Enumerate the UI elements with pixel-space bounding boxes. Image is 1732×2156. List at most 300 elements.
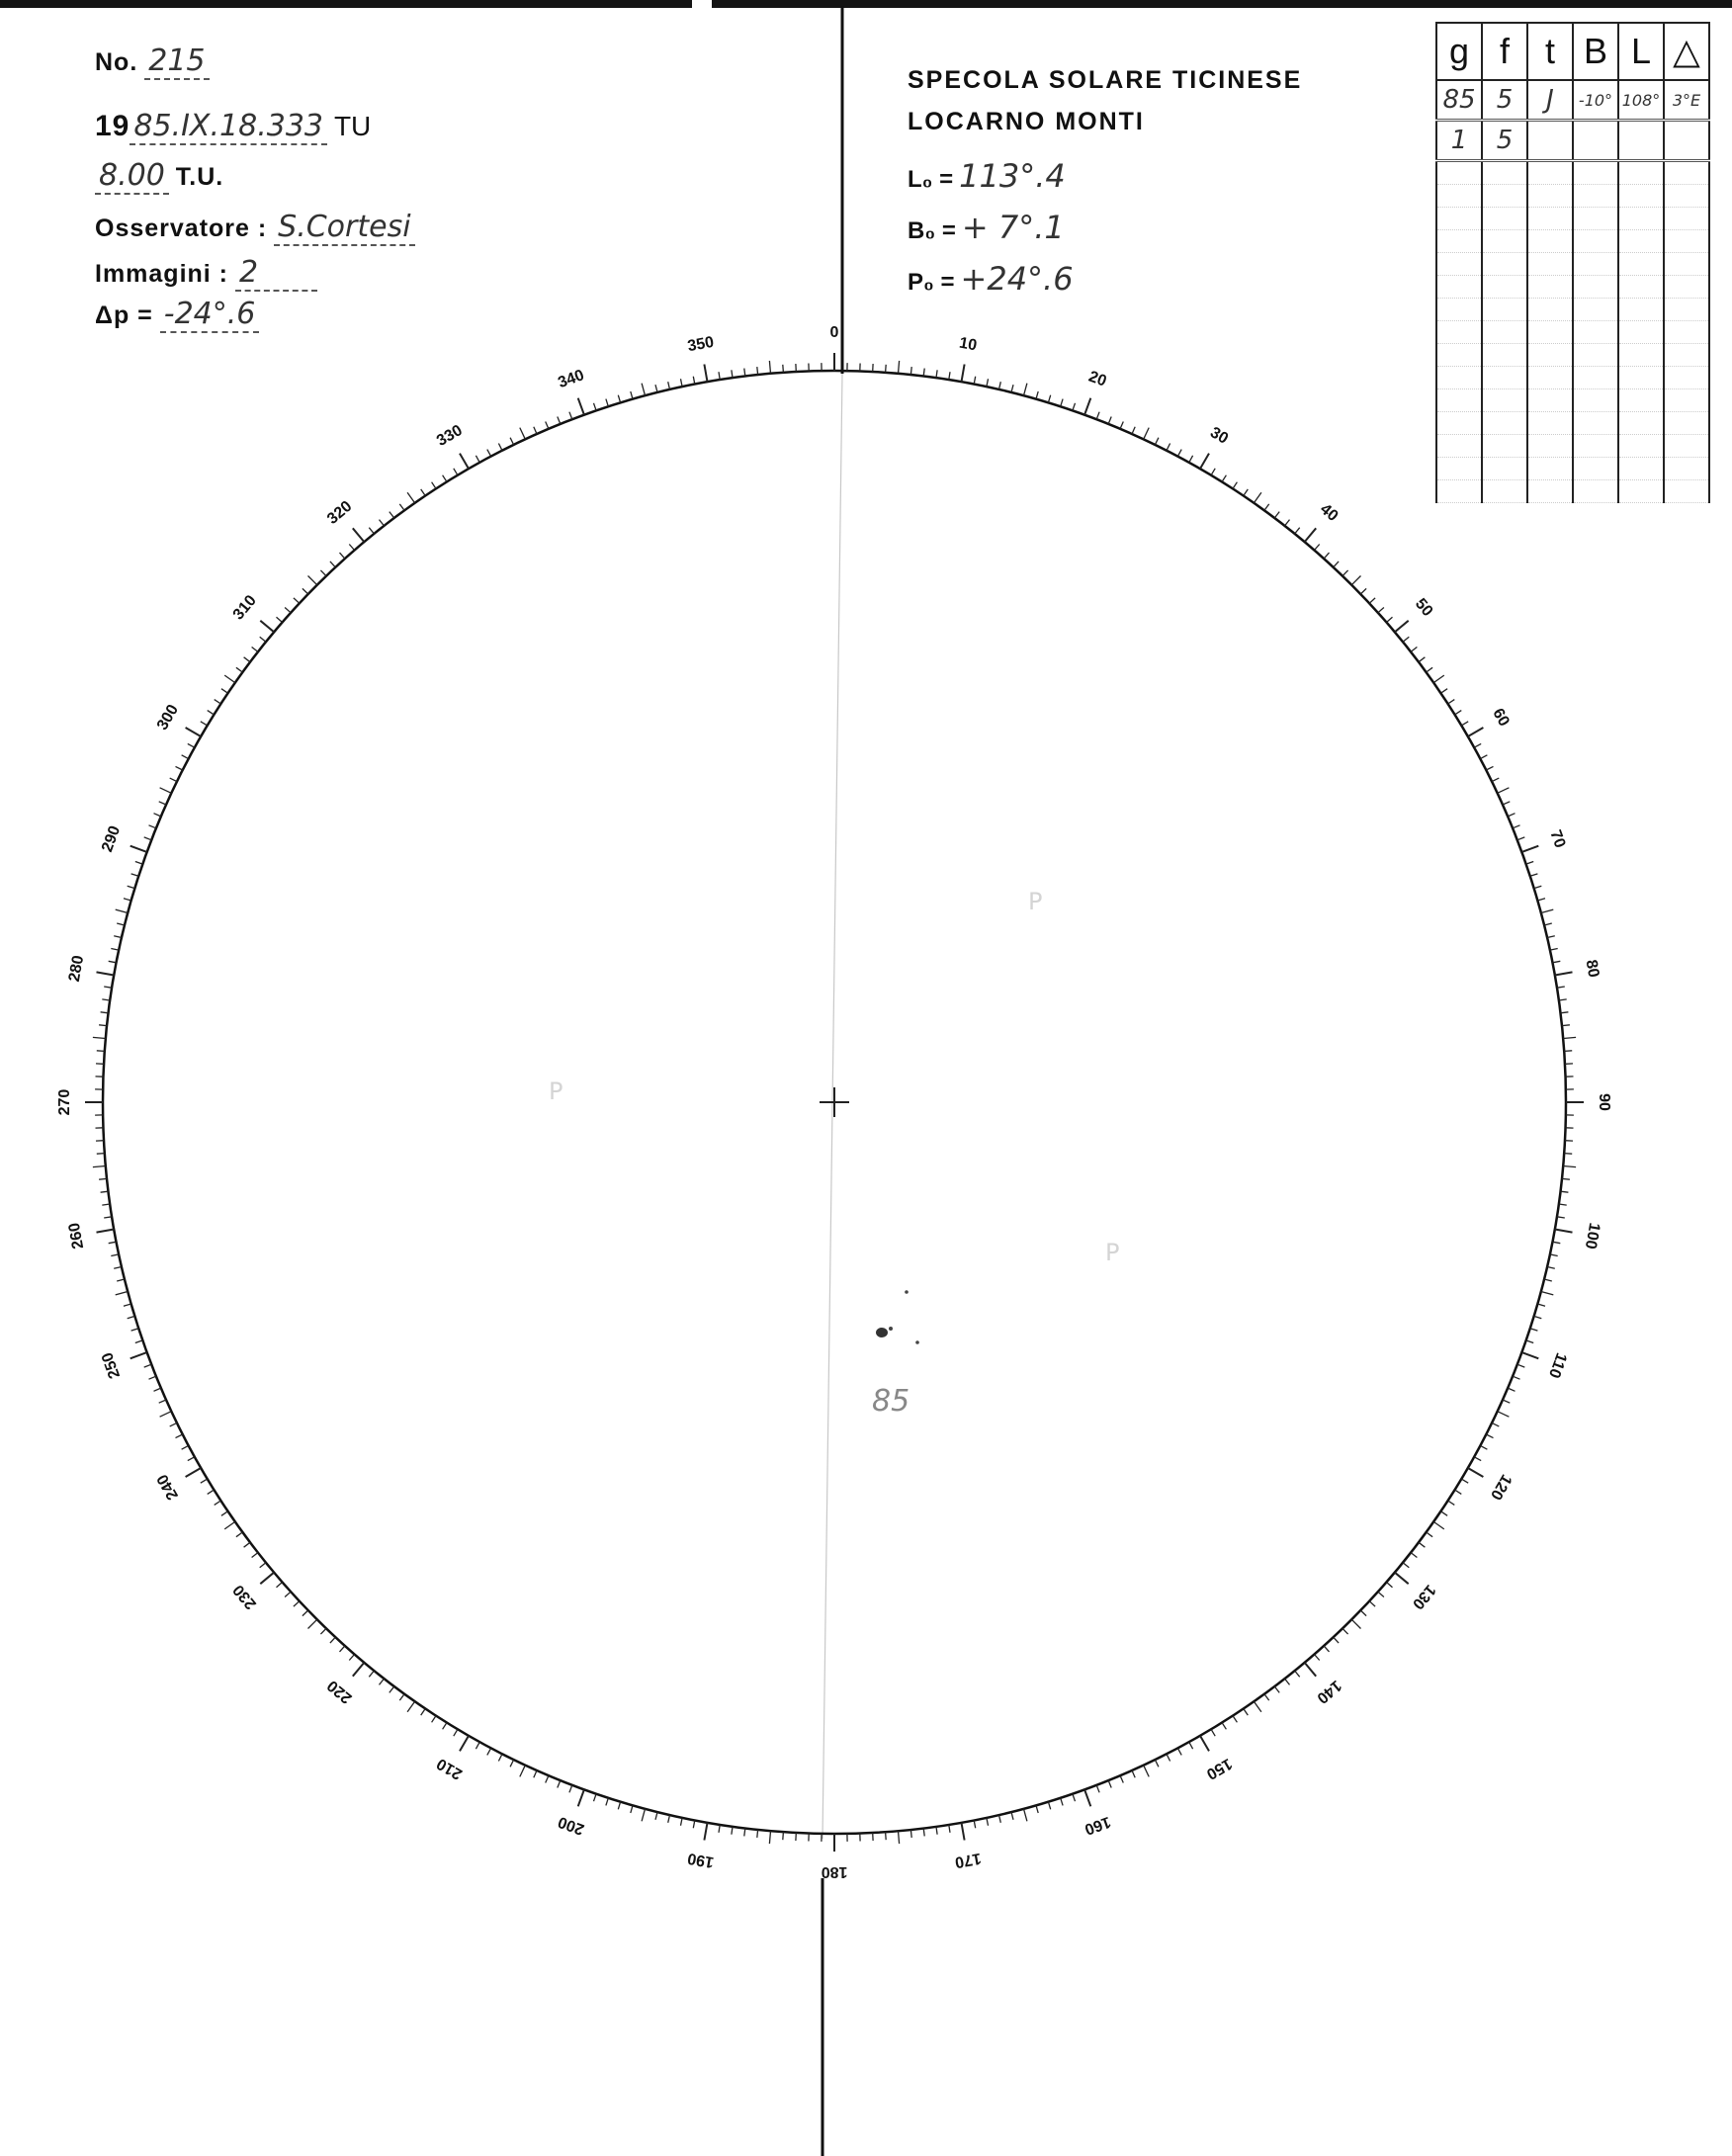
degree-tick bbox=[224, 675, 235, 683]
degree-tick bbox=[1378, 608, 1384, 613]
degree-tick bbox=[236, 1532, 242, 1537]
faint-mark: P bbox=[1028, 888, 1043, 915]
degree-label: 60 bbox=[1489, 705, 1513, 730]
degree-label: 70 bbox=[1546, 827, 1569, 851]
degree-tick bbox=[421, 1709, 426, 1716]
degree-tick bbox=[1474, 743, 1481, 747]
group-label-85: 85 bbox=[872, 1384, 910, 1419]
disk-center-cross bbox=[820, 1087, 849, 1117]
degree-tick bbox=[693, 377, 695, 385]
degree-label: 0 bbox=[829, 324, 839, 342]
degree-tick bbox=[1441, 1511, 1448, 1516]
degree-tick bbox=[1073, 1794, 1076, 1802]
degree-tick bbox=[1517, 837, 1525, 840]
degree-label: 200 bbox=[556, 1812, 587, 1838]
degree-tick bbox=[320, 1628, 326, 1634]
degree-tick bbox=[1552, 961, 1560, 963]
degree-tick bbox=[1564, 1051, 1572, 1052]
degree-tick bbox=[111, 949, 119, 951]
degree-tick bbox=[1061, 399, 1063, 407]
degree-tick bbox=[114, 936, 122, 938]
degree-tick bbox=[277, 617, 283, 622]
degree-tick bbox=[1324, 553, 1329, 559]
degree-tick bbox=[1233, 1716, 1237, 1723]
degree-tick bbox=[1351, 576, 1360, 585]
degree-tick bbox=[923, 369, 924, 377]
degree-tick bbox=[744, 1829, 745, 1837]
degree-tick bbox=[1024, 384, 1027, 396]
degree-tick bbox=[182, 755, 189, 759]
table-cell: 5 bbox=[1482, 121, 1527, 161]
degree-label: 220 bbox=[324, 1677, 356, 1707]
degree-tick bbox=[135, 1340, 143, 1343]
degree-tick bbox=[1534, 886, 1542, 888]
degree-tick bbox=[606, 1798, 608, 1806]
degree-label: 280 bbox=[65, 954, 88, 984]
degree-tick bbox=[460, 454, 469, 470]
degree-label: 110 bbox=[1544, 1350, 1570, 1381]
degree-tick bbox=[1455, 1490, 1462, 1494]
degree-tick bbox=[188, 1457, 195, 1461]
sheet-number-value: 215 bbox=[144, 43, 209, 80]
degree-tick bbox=[1369, 1601, 1375, 1606]
time-suffix: T.U. bbox=[175, 163, 224, 191]
param-L0-label: L₀ = bbox=[908, 166, 954, 193]
degree-tick bbox=[116, 1292, 129, 1295]
degree-tick bbox=[390, 512, 394, 518]
degree-tick bbox=[1433, 1521, 1444, 1529]
column-header-delta: △ bbox=[1664, 23, 1709, 80]
degree-tick bbox=[594, 403, 597, 411]
degree-label: 270 bbox=[56, 1088, 74, 1116]
degree-label: 250 bbox=[99, 1349, 125, 1381]
degree-tick bbox=[1550, 1254, 1558, 1256]
degree-tick bbox=[1498, 788, 1510, 794]
degree-tick bbox=[1411, 1553, 1417, 1558]
degree-tick bbox=[1132, 427, 1135, 434]
degree-tick bbox=[1395, 621, 1409, 633]
degree-tick bbox=[99, 1025, 107, 1026]
degree-tick bbox=[330, 561, 335, 567]
degree-label: 180 bbox=[821, 1862, 848, 1880]
degree-tick bbox=[642, 1809, 645, 1822]
degree-tick bbox=[130, 1352, 147, 1358]
degree-tick bbox=[1369, 598, 1375, 603]
degree-label: 140 bbox=[1313, 1677, 1344, 1707]
degree-tick bbox=[476, 456, 479, 463]
degree-label: 160 bbox=[1082, 1812, 1113, 1838]
degree-tick bbox=[1433, 675, 1444, 683]
param-P0-label: P₀ = bbox=[908, 269, 955, 296]
degree-tick bbox=[208, 711, 215, 715]
degree-tick bbox=[1305, 1663, 1317, 1677]
degree-tick bbox=[1564, 1154, 1572, 1155]
degree-tick bbox=[380, 1679, 385, 1684]
degree-tick bbox=[1492, 778, 1499, 782]
degree-tick bbox=[962, 365, 965, 383]
degree-tick bbox=[668, 382, 670, 389]
degree-tick bbox=[1555, 1230, 1573, 1233]
degree-tick bbox=[569, 412, 572, 420]
table-cell: 1 bbox=[1436, 121, 1482, 161]
degree-label: 90 bbox=[1595, 1093, 1612, 1111]
degree-tick bbox=[1513, 1376, 1519, 1379]
degree-tick bbox=[546, 1775, 549, 1782]
degree-tick bbox=[1167, 444, 1170, 451]
degree-tick bbox=[594, 1794, 597, 1802]
degree-tick bbox=[520, 1766, 526, 1777]
degree-tick bbox=[454, 1729, 458, 1736]
sunspot bbox=[915, 1340, 919, 1344]
degree-tick bbox=[1285, 520, 1290, 526]
faint-mark: P bbox=[1105, 1239, 1120, 1266]
degree-tick bbox=[149, 825, 156, 828]
degree-tick bbox=[1387, 617, 1393, 622]
degree-tick bbox=[1334, 1637, 1339, 1643]
degree-label: 80 bbox=[1582, 958, 1602, 980]
degree-tick bbox=[1360, 588, 1366, 594]
degree-tick bbox=[744, 369, 745, 377]
degree-tick bbox=[186, 1468, 202, 1477]
degree-tick bbox=[407, 492, 415, 503]
degree-label: 130 bbox=[1409, 1581, 1439, 1612]
column-header-f: f bbox=[1482, 23, 1527, 80]
degree-tick bbox=[99, 1178, 107, 1179]
degree-label: 330 bbox=[434, 421, 466, 451]
degree-tick bbox=[719, 1825, 720, 1833]
degree-tick bbox=[128, 1316, 135, 1318]
degree-tick bbox=[1552, 1242, 1560, 1244]
sunspot bbox=[905, 1290, 909, 1294]
degree-tick bbox=[1144, 1766, 1150, 1777]
degree-tick bbox=[1351, 1619, 1360, 1628]
degree-label: 230 bbox=[229, 1581, 260, 1612]
degree-tick bbox=[188, 743, 195, 747]
degree-tick bbox=[1155, 1760, 1159, 1767]
degree-tick bbox=[1461, 722, 1468, 726]
degree-tick bbox=[1200, 454, 1209, 470]
degree-tick bbox=[769, 361, 770, 374]
degree-tick bbox=[201, 1479, 208, 1483]
degree-tick bbox=[131, 874, 139, 876]
delta-p-label: Δp = bbox=[95, 302, 153, 329]
degree-tick bbox=[369, 528, 374, 534]
column-header-b: B bbox=[1573, 23, 1618, 80]
degree-tick bbox=[1557, 1217, 1565, 1218]
degree-tick bbox=[1563, 1166, 1576, 1167]
date-suffix: TU bbox=[333, 111, 372, 141]
faint-mark: P bbox=[549, 1078, 563, 1105]
degree-tick bbox=[520, 428, 526, 440]
degree-tick bbox=[498, 444, 502, 451]
degree-tick bbox=[1084, 1789, 1090, 1806]
degree-label: 170 bbox=[953, 1849, 983, 1871]
table-cell: 85 bbox=[1436, 80, 1482, 121]
degree-label: 320 bbox=[324, 497, 356, 528]
images-value: 2 bbox=[235, 255, 317, 292]
central-meridian-line bbox=[823, 374, 842, 1839]
degree-tick bbox=[159, 802, 166, 805]
degree-tick bbox=[487, 450, 491, 457]
degree-tick bbox=[757, 367, 758, 375]
degree-tick bbox=[1096, 1785, 1099, 1793]
degree-tick bbox=[102, 1204, 110, 1205]
degree-tick bbox=[130, 846, 147, 852]
degree-tick bbox=[936, 1827, 937, 1835]
degree-tick bbox=[176, 766, 183, 770]
degree-tick bbox=[910, 367, 911, 375]
degree-tick bbox=[186, 728, 202, 736]
degree-tick bbox=[999, 382, 1001, 389]
degree-tick bbox=[1120, 422, 1123, 429]
degree-tick bbox=[1544, 923, 1552, 925]
degree-tick bbox=[244, 657, 250, 662]
degree-tick bbox=[1132, 1770, 1135, 1777]
degree-tick bbox=[1562, 1025, 1570, 1026]
degree-tick bbox=[606, 399, 608, 407]
degree-tick bbox=[215, 700, 221, 704]
degree-label: 340 bbox=[556, 367, 587, 392]
degree-tick bbox=[1244, 489, 1249, 496]
degree-tick bbox=[208, 1490, 215, 1494]
sunspot-group-85 bbox=[876, 1290, 919, 1344]
degree-tick bbox=[277, 1583, 283, 1588]
degree-tick bbox=[128, 886, 135, 888]
degree-tick bbox=[1108, 1780, 1111, 1787]
degree-tick bbox=[618, 1802, 620, 1810]
degree-tick bbox=[642, 384, 645, 396]
degree-tick bbox=[1537, 1304, 1545, 1306]
degree-label: 150 bbox=[1203, 1754, 1235, 1783]
degree-tick bbox=[1544, 1279, 1552, 1281]
degree-tick bbox=[285, 608, 291, 613]
degree-tick bbox=[432, 482, 436, 489]
degree-tick bbox=[1541, 909, 1554, 912]
degree-tick bbox=[104, 987, 112, 988]
degree-tick bbox=[757, 1830, 758, 1838]
degree-tick bbox=[578, 1789, 584, 1806]
degree-tick bbox=[1011, 1812, 1013, 1820]
degree-tick bbox=[97, 1154, 105, 1155]
degree-tick bbox=[260, 621, 274, 633]
degree-label: 190 bbox=[686, 1849, 716, 1871]
degree-tick bbox=[160, 788, 172, 794]
degree-tick bbox=[340, 1646, 345, 1652]
images-label: Immagini : bbox=[95, 260, 229, 288]
degree-tick bbox=[111, 1254, 119, 1256]
degree-tick bbox=[1555, 972, 1573, 975]
degree-tick bbox=[144, 837, 152, 840]
degree-tick bbox=[1177, 1748, 1181, 1755]
degree-tick bbox=[1120, 1775, 1123, 1782]
degree-tick bbox=[1521, 1352, 1538, 1358]
degree-tick bbox=[1534, 1316, 1542, 1318]
degree-tick bbox=[252, 1553, 258, 1558]
degree-tick bbox=[303, 1610, 308, 1616]
degree-tick bbox=[558, 417, 561, 424]
degree-tick bbox=[510, 438, 514, 445]
degree-tick bbox=[1448, 1501, 1455, 1505]
degree-tick bbox=[1177, 450, 1181, 457]
degree-tick bbox=[1441, 689, 1448, 694]
degree-tick bbox=[631, 391, 633, 399]
degree-tick bbox=[380, 520, 385, 526]
degree-tick bbox=[1395, 1573, 1409, 1585]
degree-tick bbox=[1011, 385, 1013, 392]
degree-tick bbox=[999, 1815, 1001, 1823]
degree-tick bbox=[1315, 1655, 1320, 1661]
degree-tick bbox=[407, 1701, 415, 1712]
degree-tick bbox=[1537, 899, 1545, 901]
degree-tick bbox=[1486, 766, 1493, 770]
degree-tick bbox=[1513, 825, 1519, 828]
degree-tick bbox=[569, 1785, 572, 1793]
degree-tick bbox=[221, 1511, 228, 1516]
degree-tick bbox=[1061, 1798, 1063, 1806]
degree-tick bbox=[1492, 1423, 1499, 1426]
degree-tick bbox=[1561, 1012, 1569, 1013]
degree-label: 240 bbox=[153, 1471, 183, 1503]
degree-tick bbox=[244, 1542, 250, 1547]
degree-tick bbox=[131, 1329, 139, 1331]
degree-label: 100 bbox=[1581, 1221, 1603, 1250]
degree-tick bbox=[1508, 1388, 1515, 1391]
degree-tick bbox=[260, 1563, 266, 1568]
sheet-number-label: No. bbox=[95, 48, 138, 76]
observatory-name: SPECOLA SOLARE TICINESE bbox=[908, 66, 1303, 94]
degree-tick bbox=[1387, 1583, 1393, 1588]
degree-tick bbox=[783, 365, 784, 373]
degree-tick bbox=[97, 1051, 105, 1052]
degree-tick bbox=[1508, 814, 1515, 817]
degree-tick bbox=[1285, 1679, 1290, 1684]
degree-label: 350 bbox=[686, 333, 716, 356]
degree-tick bbox=[769, 1831, 770, 1844]
degree-tick bbox=[949, 372, 950, 380]
degree-tick bbox=[1084, 398, 1090, 415]
degree-tick bbox=[176, 1434, 183, 1438]
column-header-g: g bbox=[1436, 23, 1482, 80]
degree-tick bbox=[1550, 949, 1558, 951]
column-header-t: t bbox=[1527, 23, 1573, 80]
degree-tick bbox=[886, 365, 887, 373]
degree-tick bbox=[340, 553, 345, 559]
degree-tick bbox=[294, 1601, 300, 1606]
degree-tick bbox=[1562, 1178, 1570, 1179]
degree-tick bbox=[732, 370, 733, 378]
degree-tick bbox=[1503, 1400, 1510, 1403]
degree-tick bbox=[160, 1412, 172, 1418]
degree-tick bbox=[170, 1423, 177, 1426]
degree-label: 20 bbox=[1085, 368, 1109, 390]
degree-tick bbox=[135, 862, 143, 865]
degree-tick bbox=[732, 1827, 733, 1835]
degree-tick bbox=[124, 899, 131, 901]
degree-tick bbox=[681, 1818, 683, 1826]
degree-tick bbox=[1403, 1563, 1409, 1568]
degree-tick bbox=[719, 372, 720, 380]
degree-tick bbox=[949, 1825, 950, 1833]
degree-tick bbox=[1461, 1479, 1468, 1483]
degree-tick bbox=[1468, 728, 1484, 736]
degree-label: 10 bbox=[957, 334, 979, 355]
degree-tick bbox=[1048, 395, 1050, 403]
degree-tick bbox=[1036, 391, 1038, 399]
degree-tick bbox=[1547, 1267, 1555, 1269]
degree-tick bbox=[1474, 1457, 1481, 1461]
degree-tick bbox=[1073, 403, 1076, 411]
degree-tick bbox=[1222, 1723, 1226, 1730]
degree-tick bbox=[1189, 456, 1193, 463]
degree-label: 300 bbox=[153, 702, 183, 733]
degree-tick bbox=[97, 1230, 115, 1233]
degree-tick bbox=[97, 972, 115, 975]
param-B0-value: + 7°.1 bbox=[961, 209, 1065, 246]
degree-tick bbox=[936, 370, 937, 378]
degree-tick bbox=[330, 1637, 335, 1643]
degree-tick bbox=[1024, 1809, 1027, 1822]
degree-label: 210 bbox=[434, 1754, 466, 1783]
degree-tick bbox=[1295, 528, 1300, 534]
degree-tick bbox=[668, 1815, 670, 1823]
degree-tick bbox=[1498, 1412, 1510, 1418]
degree-tick bbox=[1189, 1742, 1193, 1749]
degree-tick bbox=[1334, 561, 1339, 567]
table-cell: 5 bbox=[1482, 80, 1527, 121]
degree-tick bbox=[693, 1820, 695, 1828]
degree-tick bbox=[704, 365, 707, 383]
degree-tick bbox=[454, 469, 458, 475]
degree-tick bbox=[974, 1820, 976, 1828]
degree-tick bbox=[1254, 492, 1261, 503]
degree-tick bbox=[1541, 1292, 1554, 1295]
degree-tick bbox=[252, 647, 258, 652]
degree-tick bbox=[159, 1400, 166, 1403]
degree-tick bbox=[399, 504, 404, 510]
degree-tick bbox=[1547, 936, 1555, 938]
degree-tick bbox=[349, 1655, 354, 1661]
column-header-l: L bbox=[1618, 23, 1664, 80]
degree-tick bbox=[1167, 1754, 1170, 1761]
degree-tick bbox=[124, 1304, 131, 1306]
degree-tick bbox=[1244, 1709, 1249, 1716]
degree-tick bbox=[1559, 999, 1567, 1000]
degree-tick bbox=[109, 1242, 117, 1244]
degree-tick bbox=[534, 427, 537, 434]
degree-tick bbox=[1378, 1592, 1384, 1596]
degree-tick bbox=[104, 1217, 112, 1218]
degree-tick bbox=[923, 1829, 924, 1837]
degree-label: 30 bbox=[1207, 424, 1232, 448]
degree-tick bbox=[1315, 545, 1320, 551]
degree-tick bbox=[93, 1166, 106, 1167]
degree-tick bbox=[117, 923, 125, 925]
degree-tick bbox=[1427, 667, 1432, 672]
degree-tick bbox=[1264, 504, 1269, 510]
degree-tick bbox=[974, 377, 976, 385]
degree-tick bbox=[1480, 755, 1487, 759]
degree-tick bbox=[443, 475, 447, 482]
table-cell: -10° bbox=[1573, 80, 1618, 121]
param-B0-label: B₀ = bbox=[908, 217, 956, 244]
degree-tick bbox=[182, 1445, 189, 1449]
degree-tick bbox=[201, 722, 208, 726]
degree-tick bbox=[1559, 1204, 1567, 1205]
degree-tick bbox=[1561, 1191, 1569, 1192]
degree-tick bbox=[1222, 475, 1226, 482]
degree-tick bbox=[308, 576, 317, 585]
degree-tick bbox=[1530, 874, 1538, 876]
